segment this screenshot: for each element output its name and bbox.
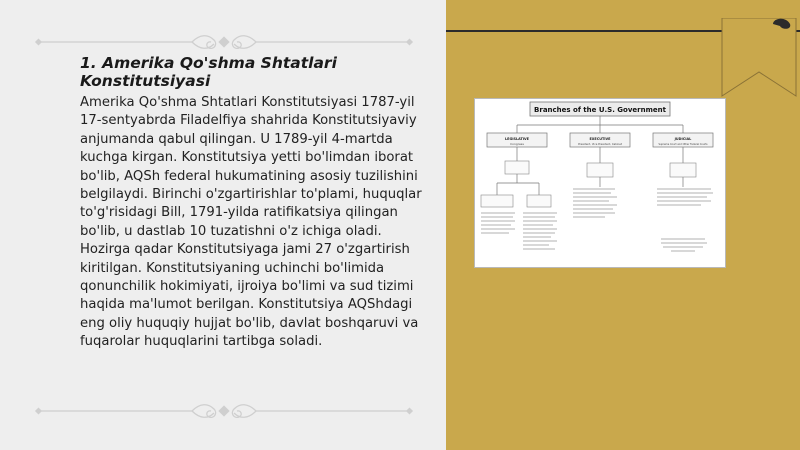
- diagram-title: Branches of the U.S. Government: [534, 106, 666, 114]
- branch-judicial-sub: Supreme Court and Other Federal Courts: [658, 143, 708, 146]
- diagram-box: [505, 161, 529, 174]
- bottom-ornament: [0, 390, 446, 430]
- slide-body-text: Amerika Qo'shma Shtatlari Konstitutsiyasi 1787-yil 17-sentyabrda Filadelfiya shahrida Konstitutsiyaviy anjumanda qabul qilingan. U 1789-yil 4-martda kuchga kirgan. Konstitutsiya yetti bo'limdan iborat bo'lib, AQSh federal hukumatining asosiy tuzilishini belgilaydi. Birinchi o'zgartirishlar to'plami, huquqlar to'g'risidagi Bill, 1791-yilda ratifikatsiya qilingan bo'lib, u dastlab 10 tuzatishni o'z ichiga oladi. Hozirga qadar Konstitutsiyaga jami 27 o'zgartirish kiritilgan. Konstitutsiyaning uchinchi bo'limida qonunchilik hokimiyati, ijroiya bo'limi va sud tizimi haqida ma'lumot berilgan. Konstitutsiya AQShdagi eng oliy huquqiy hujjat bo'lib, davlat boshqaruvi va fuqarolar huquqlarini tartibga soladi.: [80, 95, 422, 350]
- branch-executive-sub: President, Vice President, Cabinet: [578, 143, 622, 146]
- diagram-box: [670, 163, 696, 177]
- government-branches-diagram: [474, 98, 726, 268]
- diagram-box: [481, 195, 513, 207]
- diagram-canvas: [475, 99, 725, 267]
- diagram-box: [527, 195, 551, 207]
- diagram-detail-lines: [481, 189, 713, 251]
- slide-title: 1. Amerika Qo'shma Shtatlari Konstitutsiyasi: [80, 54, 337, 90]
- branch-judicial-label: JUDICIAL: [674, 137, 692, 141]
- bookmark-ribbon-icon: [718, 18, 800, 100]
- branch-executive-label: EXECUTIVE: [589, 137, 611, 141]
- diagram-box: [587, 163, 613, 177]
- branch-legislative-sub: Congress: [510, 142, 524, 146]
- branch-legislative-label: LEGISLATIVE: [505, 137, 529, 141]
